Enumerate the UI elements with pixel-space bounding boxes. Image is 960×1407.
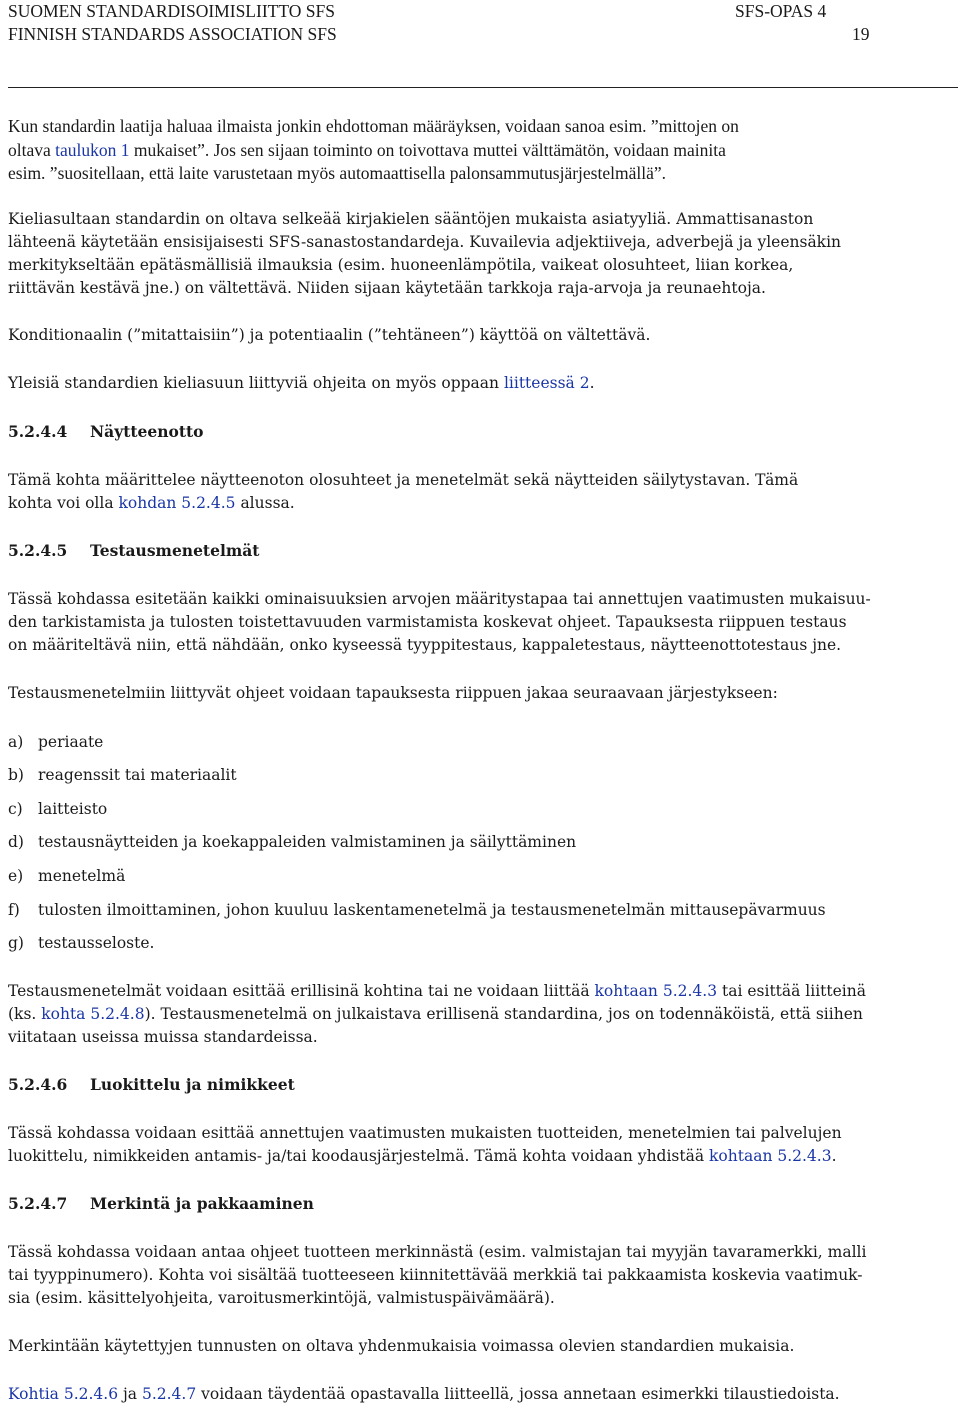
section-number: 5.2.4.6 [8,1075,68,1094]
section-heading-5247 [8,1193,314,1215]
s5245-p1-line-3: on määriteltävä niin, että nähdään, onko kyseessä tyyppitestaus, kappaletestaus, näytteenottotestaus jne. [8,636,842,654]
section-title: Luokittelu ja nimikkeet [90,1075,295,1094]
s5246-text: . [831,1147,837,1165]
list-item [8,764,237,786]
s5244-line-1: Tämä kohta määrittelee näytteenoton olosuhteet ja menetelmät sekä näytteiden säilytystavan. Tämä [8,471,799,489]
list-marker: e) [8,867,24,885]
section-title: Merkintä ja pakkaaminen [90,1194,314,1213]
s5245-p1-line-2: den tarkistamista ja tulosten toistettavuuden varmistamista koskevat ohjeet. Tapauksesta riippuen testaus [8,613,847,631]
list-text: laitteisto [38,800,108,818]
s5247-p2: Merkintään käytettyjen tunnusten on oltava yhdenmukaisia voimassa olevien standardien mukaisia. [8,1337,795,1355]
header-org-fi: SUOMEN STANDARDISOIMISLIITTO SFS [8,1,335,21]
list-text: menetelmä [38,867,126,885]
section-number: 5.2.4.5 [8,541,68,560]
language-line-1: Kieliasultaan standardin on oltava selkeää kirjakielen sääntöjen mukaista asiatyyliä. Ammattisanaston [8,210,814,228]
section-heading-5246 [8,1074,295,1096]
s5247-line-3: sia (esim. käsittelyohjeita, varoitusmerkintöjä, valmistuspäivämäärä). [8,1289,555,1307]
table-1-link[interactable]: taulukon 1 [55,140,130,160]
header-divider [8,87,958,88]
list-marker: d) [8,833,24,851]
section-heading-5245 [8,540,259,562]
s5244-line-2 [8,492,948,515]
language-line-3: merkitykseltään epätäsmällisiä ilmauksia (esim. huoneenlämpötila, vaikeat olosuhteet, liian korkea, [8,256,794,274]
intro-text: oltava [8,140,56,160]
s5245-p2: Testausmenetelmiin liittyvät ohjeet voidaan tapauksesta riippuen jakaa seuraavaan järjestykseen: [8,684,778,702]
s5245-text: Testausmenetelmät voidaan esittää erillisinä kohtina tai ne voidaan liittää [8,982,595,1000]
section-number: 5.2.4.4 [8,422,68,441]
list-item [8,932,154,954]
s5245-p3-line-2 [8,1003,948,1026]
section-title: Testausmenetelmät [90,541,260,560]
intro-line-1: Kun standardin laatija haluaa ilmaista jonkin ehdottoman määräyksen, voidaan sanoa esim. ”mittojen on [8,116,739,136]
list-marker: c) [8,800,23,818]
header-org-en: FINNISH STANDARDS ASSOCIATION SFS [8,24,337,44]
list-item [8,731,103,753]
s5245-text: tai esittää liitteinä [717,982,866,1000]
header-page-number: 19 [852,24,870,44]
list-text: testausseloste. [38,934,155,952]
list-text: testausnäytteiden ja koekappaleiden valmistaminen ja säilyttäminen [38,833,577,851]
list-marker: f) [8,901,20,919]
s5246-line-2 [8,1145,948,1168]
list-marker: g) [8,934,24,952]
intro-text: mukaiset”. Jos sen sijaan toiminto on toivottava muttei välttämätön, voidaan mainita [129,140,726,160]
section-5243-link[interactable]: kohtaan 5.2.4.3 [594,982,718,1000]
list-text: tulosten ilmoittaminen, johon kuuluu laskentamenetelmä ja testausmenetelmän mittausepävarmuus [38,901,826,919]
intro-line-2 [8,139,948,162]
list-item [8,899,826,921]
s5247-line-1: Tässä kohdassa voidaan antaa ohjeet tuotteen merkinnästä (esim. valmistajan tai myyjän tavaramerkki, malli [8,1243,867,1261]
s5247-line-2: tai tyyppinumero). Kohta voi sisältää tuotteeseen kiinnitettävää merkkiä tai pakkaamista koskevia vaatimuk- [8,1266,863,1284]
list-text: reagenssit tai materiaalit [38,766,237,784]
section-5245-link[interactable]: kohdan 5.2.4.5 [118,494,236,512]
s5247-text: voidaan täydentää opastavalla liitteellä, jossa annetaan esimerkki tilaustiedoista. [196,1385,840,1403]
section-5243-link[interactable]: kohtaan 5.2.4.3 [709,1147,832,1165]
annex-reference [8,372,948,395]
list-item [8,865,125,887]
s5245-text: ). Testausmenetelmä on julkaistava erillisenä standardina, jos on todennäköistä, että siihen [144,1005,863,1023]
list-text: periaate [38,733,104,751]
section-heading-5244 [8,421,204,443]
s5245-p3-line-3: viitataan useissa muissa standardeissa. [8,1028,318,1046]
s5246-text: luokittelu, nimikkeiden antamis- ja/tai koodausjärjestelmä. Tämä kohta voidaan yhdistää [8,1147,710,1165]
language-line-2: lähteenä käytetään ensisijaisesti SFS-sanastostandardeja. Kuvailevia adjektiiveja, adverbejä ja yleensäkin [8,233,842,251]
section-5246-link[interactable]: Kohtia 5.2.4.6 [8,1385,119,1403]
conditional-paragraph: Konditionaalin (”mitattaisiin”) ja potentiaalin (”tehtäneen”) käyttöä on vältettävä. [8,326,651,344]
list-marker: b) [8,766,24,784]
language-line-4: riittävän kestävä jne.) on vältettävä. Niiden sijaan käytetään tarkkoja raja-arvoja ja reunaehtoja. [8,279,766,297]
s5247-text: ja [118,1385,142,1403]
list-item [8,798,107,820]
intro-line-3: esim. ”suositellaan, että laite varustetaan myös automaattisella palonsammutusjärjestelmällä”. [8,163,666,183]
section-title: Näytteenotto [90,422,204,441]
list-item [8,831,576,853]
s5244-text: kohta voi olla [8,494,119,512]
list-marker: a) [8,733,24,751]
s5245-text: (ks. [8,1005,42,1023]
s5247-p3 [8,1383,948,1406]
annex-text: Yleisiä standardien kieliasuun liittyviä ohjeita on myös oppaan [8,374,504,392]
annex-text: . [589,374,595,392]
s5244-text: alussa. [235,494,295,512]
s5245-p3-line-1 [8,980,948,1003]
header-doc-id: SFS-OPAS 4 [735,1,827,21]
s5245-p1-line-1: Tässä kohdassa esitetään kaikki ominaisuuksien arvojen määritystapaa tai annettujen vaatimusten mukaisuu- [8,590,871,608]
section-number: 5.2.4.7 [8,1194,68,1213]
s5246-line-1: Tässä kohdassa voidaan esittää annettujen vaatimusten mukaisten tuotteiden, menetelmien tai palvelujen [8,1124,842,1142]
section-5247-link[interactable]: 5.2.4.7 [141,1385,197,1403]
section-5248-link[interactable]: kohta 5.2.4.8 [41,1005,145,1023]
annex-2-link[interactable]: liitteessä 2 [503,374,590,392]
